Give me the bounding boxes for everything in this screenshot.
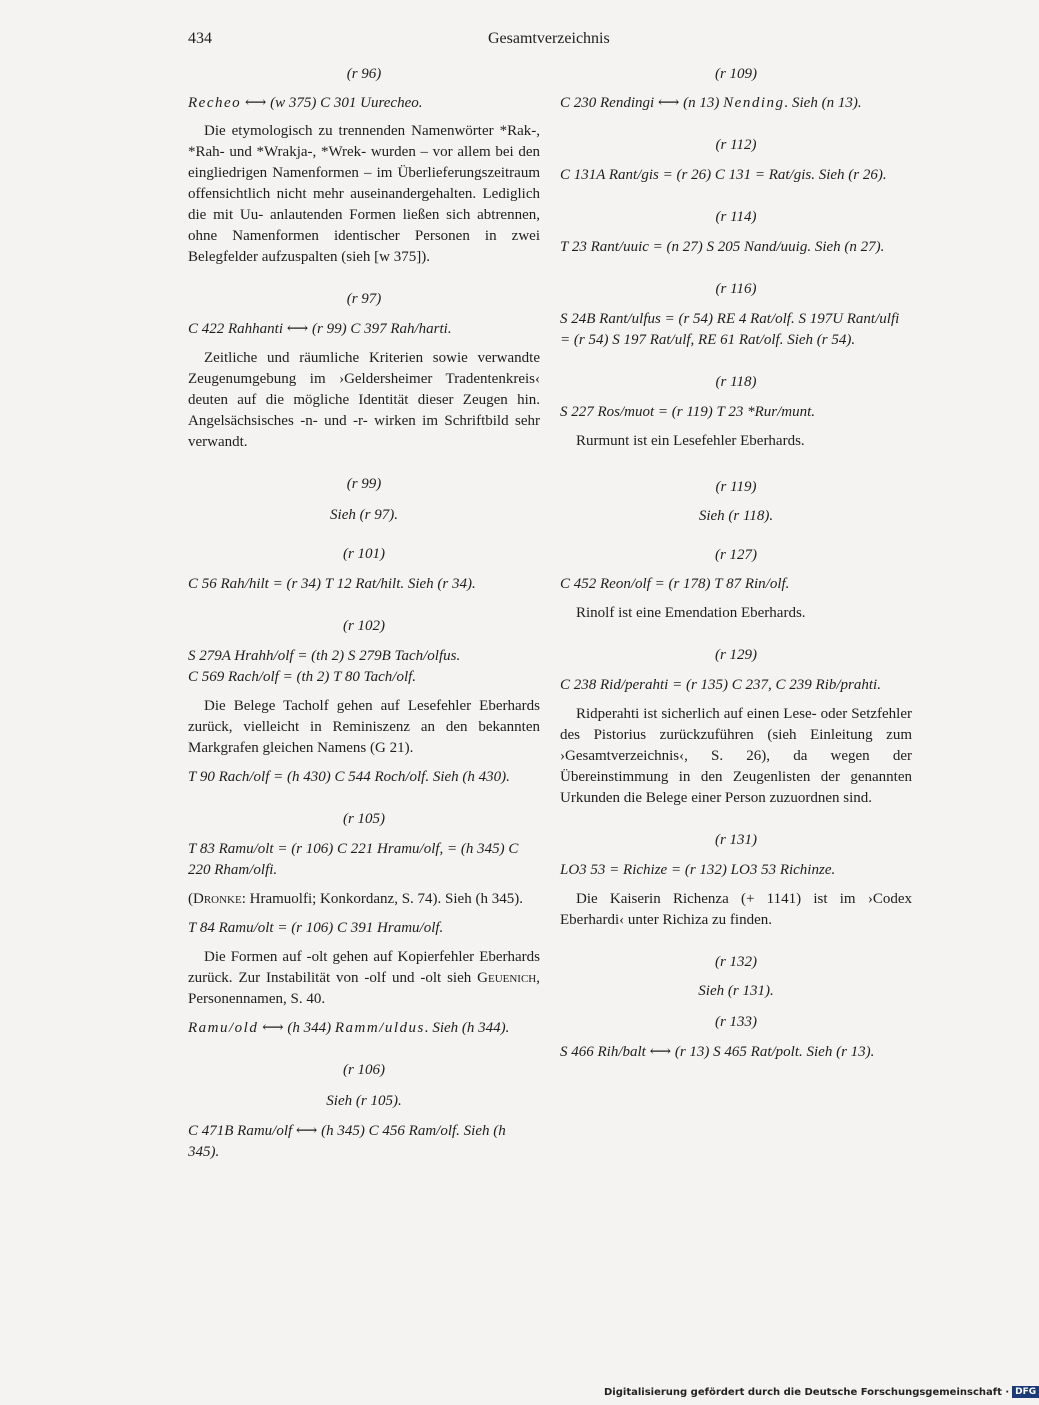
entry-line: C 131A Rant/gis = (r 26) C 131 = Rat/gis. Sieh (r 26).: [560, 167, 887, 183]
dfg-logo: DFG: [1012, 1386, 1039, 1398]
entry-line: C 452 Reon/olf = (r 178) T 87 Rin/olf.: [560, 576, 790, 592]
author-name: Dronke: [193, 891, 242, 907]
page-number: 434: [188, 30, 212, 47]
entry-line: C 238 Rid/perahti = (r 135) C 237, C 239 Rib/prahti.: [560, 677, 881, 693]
commentary: Die Belege Tacholf gehen auf Lesefehler Eberhards zurück, vielleicht in Reminiszenz an den bekannten Markgrafen gleichen Namens (G 21).: [188, 698, 540, 756]
entry-line: [188, 1018, 540, 1039]
entry-line: Sieh (r 131).: [698, 983, 774, 999]
entry-line: T 90 Rach/olf = (h 430) C 544 Roch/olf. Sieh (h 430).: [188, 769, 510, 785]
entry-heading: (r 129): [714, 647, 758, 663]
commentary: Die Kaiserin Richenza (+ 1141) ist im ›Codex Eberhardi‹ unter Richiza zu finden.: [560, 891, 912, 928]
entry-heading: (r 97): [346, 291, 382, 307]
entry-line: S 279A Hrahh/olf = (th 2) S 279B Tach/olfus.: [188, 648, 461, 664]
entry-heading: (r 133): [714, 1014, 758, 1030]
funding-footer: [604, 1386, 1037, 1400]
entry-heading: (r 116): [715, 281, 757, 297]
author-name: Geuenich: [477, 970, 537, 986]
entry-rest: C 230 Rendingi ⟷ (n 13): [560, 95, 724, 111]
entry-line: T 23 Rant/uuic = (n 27) S 205 Nand/uuig. Sieh (n 27).: [560, 239, 885, 255]
entry-heading: (r 102): [342, 618, 386, 634]
entry-heading: (r 96): [346, 66, 382, 82]
commentary: Rinolf ist eine Emendation Eberhards.: [576, 605, 806, 621]
entry-heading: (r 119): [715, 479, 757, 495]
entry-line: C 471B Ramu/olf ⟷ (h 345) C 456 Ram/olf. Sieh (h 345).: [188, 1123, 506, 1160]
entry-line: C 569 Rach/olf = (th 2) T 80 Tach/olf.: [188, 669, 417, 685]
commentary: Zeitliche und räumliche Kriterien sowie verwandte Zeugenumgebung im ›Geldersheimer Tradentenkreis‹ deuten auf die mögliche Identität dieser Zeugen hin. Angelsächsisches -n- und -r- wirken im Schriftbild sehr verwandt.: [188, 350, 540, 450]
entry-heading: (r 132): [714, 954, 758, 970]
commentary: (Dronke: Hramuolfi; Konkordanz, S. 74). Sieh (h 345).: [188, 891, 523, 907]
entry-heading: (r 106): [342, 1062, 386, 1078]
entry-line: C 422 Rahhanti ⟷ (r 99) C 397 Rah/harti.: [188, 321, 452, 337]
entry-line: Sieh (r 105).: [326, 1093, 402, 1109]
entry-rest: . Sieh (h 344).: [424, 1020, 510, 1036]
entry-heading: (r 131): [714, 832, 758, 848]
entry-rest: . Sieh (n 13).: [784, 95, 862, 111]
entry-line: S 466 Rih/balt ⟷ (r 13) S 465 Rat/polt. Sieh (r 13).: [560, 1044, 875, 1060]
entry-heading: (r 112): [715, 137, 757, 153]
entry-line: S 227 Ros/muot = (r 119) T 23 *Rur/munt.: [560, 404, 815, 420]
entry-heading: (r 99): [346, 476, 382, 492]
entry-line: [188, 93, 540, 114]
entry-line: [560, 93, 912, 114]
left-column: [188, 64, 540, 1163]
commentary: Rurmunt ist ein Lesefehler Eberhards.: [576, 433, 805, 449]
commentary-text: Die Formen auf -olt gehen auf Kopierfehler Eberhards zurück. Zur Instabilität von -olf und -olt sieh: [188, 949, 540, 986]
commentary: Die etymologisch zu trennenden Namenwörter *Rak-, *Rah- und *Wrakja-, *Wrek- wurden – vor allem bei den eingliedrigen Namenformen – im Überlieferungszeitraum offensichtlich nicht mehr auseinandergehalten. Lediglich die mit Uu- anlautenden Formen ließen sich abtrennen, ohne Namenformen identischer Personen in zwei Belegfelder aufzuspalten (sieh [w 375]).: [188, 123, 540, 265]
entry-line: Sieh (r 118).: [698, 508, 774, 524]
running-head: Gesamtverzeichnis: [488, 30, 610, 47]
entry-rest: ⟷ (h 344): [258, 1020, 335, 1036]
entry-line: LO3 53 = Richize = (r 132) LO3 53 Richinze.: [560, 862, 836, 878]
entry-line: C 56 Rah/hilt = (r 34) T 12 Rat/hilt. Sieh (r 34).: [188, 576, 476, 592]
right-column: [560, 64, 912, 1063]
entry-heading: (r 114): [715, 209, 757, 225]
entry-line: Sieh (r 97).: [330, 507, 398, 523]
entry-line: S 24B Rant/ulfus = (r 54) RE 4 Rat/olf. S 197U Rant/ulfi = (r 54) S 197 Rat/ulf, RE 61 Rat/olf. Sieh (r 54).: [560, 311, 900, 348]
commentary: Ridperahti ist sicherlich auf einen Lese- oder Setzfehler des Pistorius zurückzuführen (sieh Einleitung zum ›Gesamtverzeichnis‹, S. 26), da wegen der Übereinstimmung in den Zeugenlisten der genannten Urkunden die Belege einer Person zuzuordnen sind.: [560, 706, 912, 806]
funding-notice: Digitalisierung gefördert durch die Deutsche Forschungsgemeinschaft ·: [604, 1387, 1010, 1398]
entry-rest: ⟷ (w 375) C 301 Uurecheo.: [244, 95, 423, 111]
commentary-text: : Hramuolfi; Konkordanz, S. 74). Sieh (h 345).: [241, 891, 523, 907]
spaced-name: Ramu/old: [188, 1020, 259, 1036]
spaced-name: Nending: [723, 95, 785, 111]
spaced-name: Recheo: [188, 95, 242, 111]
entry-line: T 84 Ramu/olt = (r 106) C 391 Hramu/olf.: [188, 920, 444, 936]
entry-heading: (r 118): [715, 374, 757, 390]
entry-line: T 83 Ramu/olt = (r 106) C 221 Hramu/olf, = (h 345) C 220 Rham/olfi.: [188, 841, 519, 878]
commentary-text: , Personennamen, S. 40.: [188, 970, 540, 1007]
entry-heading: (r 105): [342, 811, 386, 827]
entry-heading: (r 127): [714, 547, 758, 563]
commentary: [188, 947, 540, 1010]
entry-heading: (r 101): [342, 546, 386, 562]
spaced-name: Ramm/uldus: [334, 1020, 425, 1036]
entry-heading: (r 109): [714, 66, 758, 82]
